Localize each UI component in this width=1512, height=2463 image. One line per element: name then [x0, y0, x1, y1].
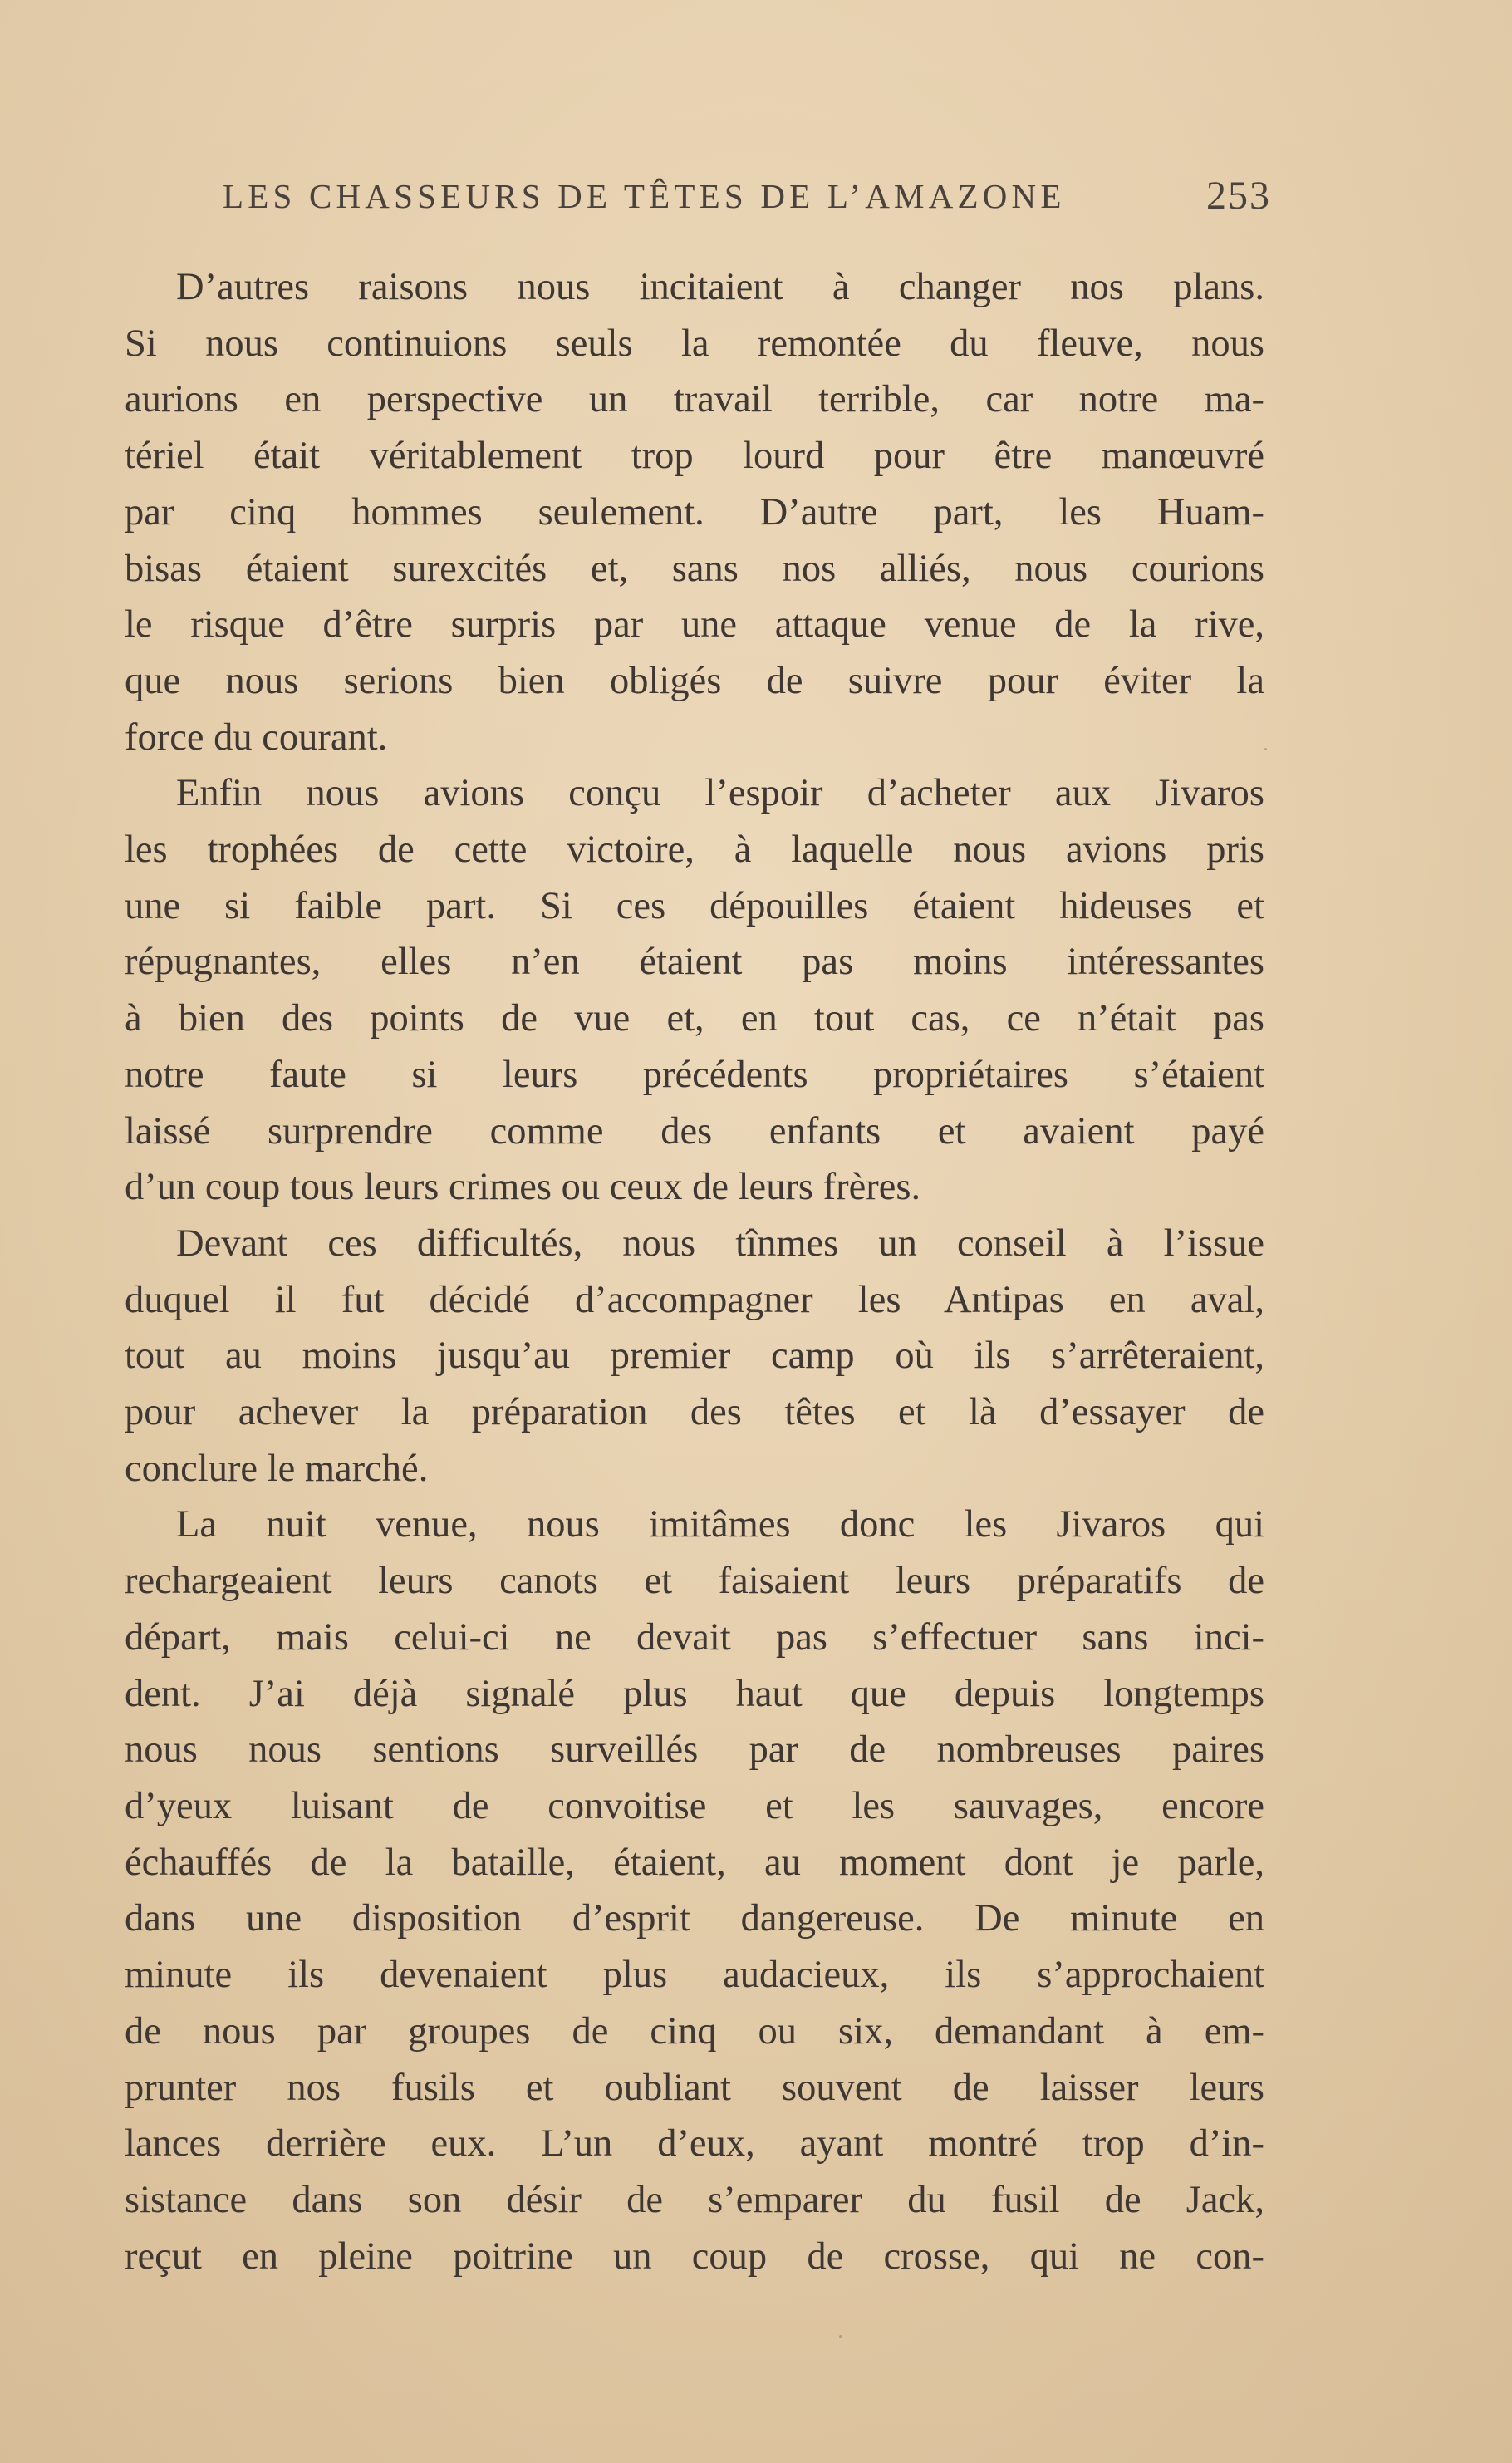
text-line: Enfin nous avions conçu l’espoir d’acheter aux Jivaros: [176, 772, 1264, 815]
paragraph: [125, 259, 1264, 765]
text-line: les trophées de cette victoire, à laquelle nous avions pris: [125, 828, 1264, 872]
paper-speck: [839, 2335, 842, 2338]
text-line: de nous par groupes de cinq ou six, demandant à em-: [125, 2009, 1264, 2052]
text-line: dent. J’ai déjà signalé plus haut que depuis longtemps: [125, 1672, 1264, 1715]
text-line: tériel était véritablement trop lourd pour être manœuvré: [125, 435, 1264, 478]
paper-speck: [1264, 748, 1267, 750]
text-line: d’un coup tous leurs crimes ou ceux de leurs frères.: [125, 1166, 921, 1209]
running-title: LES CHASSEURS DE TÊTES DE L’AMAZONE: [223, 177, 1066, 215]
text-line: prunter nos fusils et oubliant souvent de laisser leurs: [125, 2066, 1264, 2109]
text-line: Si nous continuions seuls la remontée du fleuve, nous: [125, 322, 1264, 365]
text-line: lances derrière eux. L’un d’eux, ayant montré trop d’in-: [125, 2122, 1264, 2166]
text-line: que nous serions bien obligés de suivre pour éviter la: [125, 659, 1264, 702]
text-line: aurions en perspective un travail terrible, car notre ma-: [125, 378, 1264, 421]
paragraph: [125, 765, 1264, 1216]
text-line: répugnantes, elles n’en étaient pas moins intéressantes: [125, 941, 1264, 984]
text-line: force du courant.: [125, 715, 388, 759]
text-line: rechargeaient leurs canots et faisaient leurs préparatifs de: [125, 1560, 1264, 1603]
text-line: tout au moins jusqu’au premier camp où ils s’arrêteraient,: [125, 1335, 1264, 1378]
text-line: bisas étaient surexcités et, sans nos alliés, nous courions: [125, 547, 1264, 590]
text-line: nous nous sentions surveillés par de nombreuses paires: [125, 1728, 1264, 1772]
text-line: dans une disposition d’esprit dangereuse. De minute en: [125, 1897, 1264, 1940]
text-line: La nuit venue, nous imitâmes donc les Jivaros qui: [176, 1503, 1264, 1546]
paragraph: [125, 1497, 1264, 2284]
body-text: [125, 259, 1264, 2284]
text-line: Devant ces difficultés, nous tînmes un conseil à l’issue: [176, 1222, 1264, 1265]
page-header: [223, 176, 1271, 226]
paragraph: [125, 1216, 1264, 1497]
text-line: duquel il fut décidé d’accompagner les Antipas en aval,: [125, 1278, 1264, 1321]
text-line: une si faible part. Si ces dépouilles étaient hideuses et: [125, 884, 1264, 927]
text-line: pour achever la préparation des têtes et là d’essayer de: [125, 1391, 1264, 1434]
text-line: le risque d’être surpris par une attaque venue de la rive,: [125, 603, 1264, 646]
text-line: échauffés de la bataille, étaient, au moment dont je parle,: [125, 1841, 1264, 1884]
text-line: reçut en pleine poitrine un coup de crosse, qui ne con-: [125, 2234, 1264, 2278]
text-line: d’yeux luisant de convoitise et les sauvages, encore: [125, 1784, 1264, 1827]
text-line: laissé surprendre comme des enfants et avaient payé: [125, 1109, 1264, 1153]
text-line: D’autres raisons nous incitaient à changer nos plans.: [176, 266, 1264, 308]
text-line: à bien des points de vue et, en tout cas, ce n’était pas: [125, 997, 1264, 1040]
text-line: conclure le marché.: [125, 1447, 429, 1490]
text-line: départ, mais celui-ci ne devait pas s’effectuer sans inci-: [125, 1615, 1264, 1659]
text-line: minute ils devenaient plus audacieux, ils s’approchaient: [125, 1954, 1264, 1997]
text-line: par cinq hommes seulement. D’autre part, les Huam-: [125, 490, 1264, 533]
text-line: sistance dans son désir de s’emparer du fusil de Jack,: [125, 2178, 1264, 2221]
text-line: notre faute si leurs précédents propriétaires s’étaient: [125, 1053, 1264, 1096]
page-number: 253: [1206, 174, 1271, 218]
